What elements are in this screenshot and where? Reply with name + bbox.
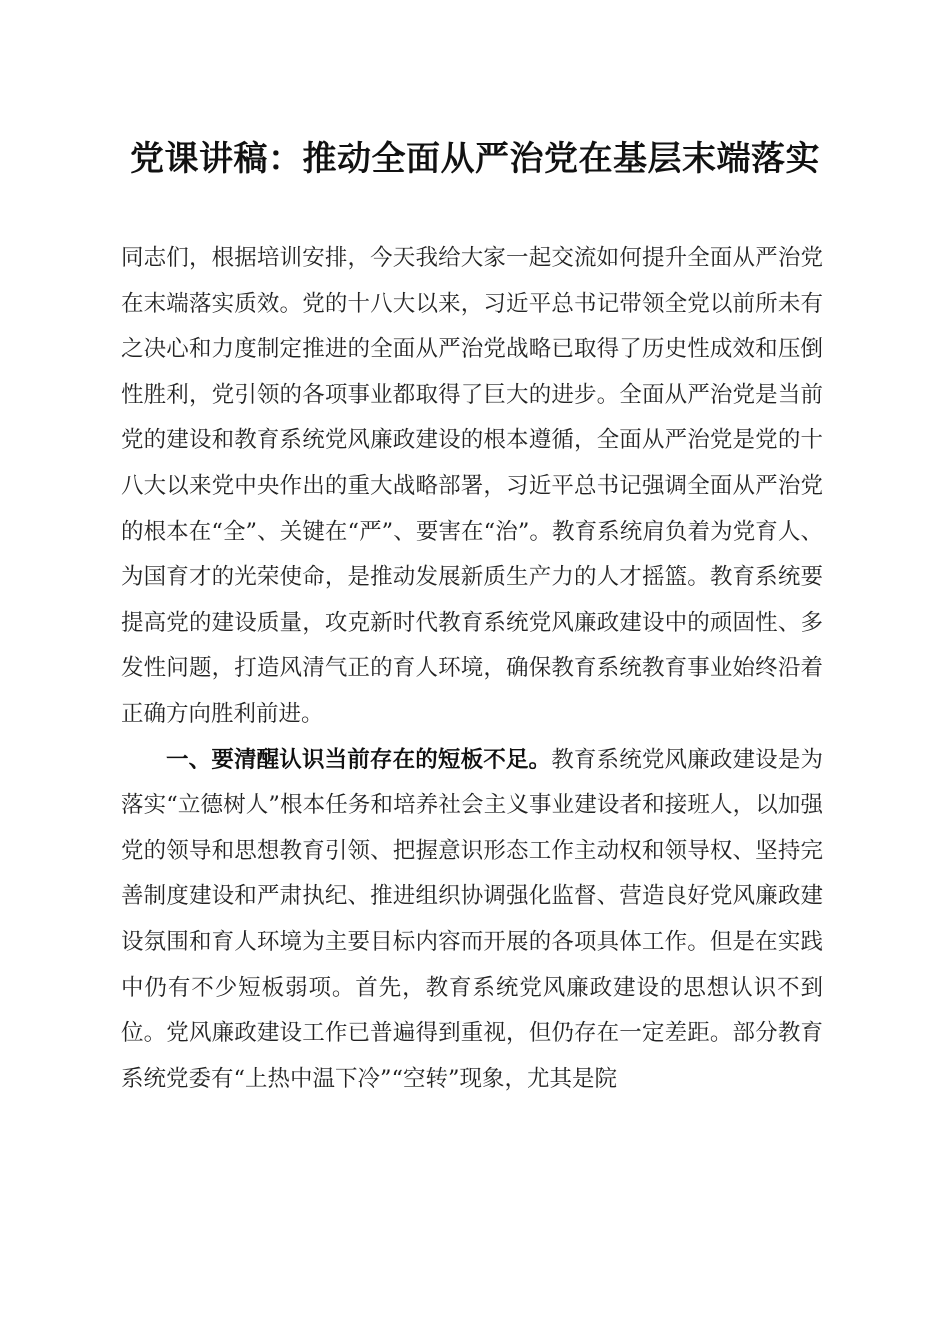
- paragraph-text: 同志们，根据培训安排，今天我给大家一起交流如何提升全面从严治党在末端落实质效。党的十八大以来，习近平总书记带领全党以前所未有之决心和力度制定推进的全面从严治党战略已取得了历史性成效和压倒性胜利，党引领的各项事业都取得了巨大的进步。全面从严治党是当前党的建设和教育系统党风廉政建设的根本遵循，全面从严治党是党的十八大以来党中央作出的重大战略部署，习近平总书记强调全面从严治党的根本在“全”、关键在“严”、要害在“治”。教育系统肩负着为党育人、为国育才的光荣使命，是推动发展新质生产力的人才摇篮。教育系统要提高党的建设质量，攻克新时代教育系统党风廉政建设中的顽固性、多发性问题，打造风清气正的育人环境，确保教育系统教育事业始终沿着正确方向胜利前进。: [121, 245, 823, 727]
- paragraph-text: 教育系统党风廉政建设是为落实“立德树人”根本任务和培养社会主义事业建设者和接班人，以加强党的领导和思想教育引领、把握意识形态工作主动权和领导权、坚持完善制度建设和严肃执纪、推进组织协调强化监督、营造良好党风廉政建设氛围和育人环境为主要目标内容而开展的各项具体工作。但是在实践中仍有不少短板弱项。首先，教育系统党风廉政建设的思想认识不到位。党风廉政建设工作已普遍得到重视，但仍存在一定差距。部分教育系统党委有“上热中温下冷”“空转”现象，尤其是院: [121, 746, 823, 1092]
- section-heading: 一、要清醒认识当前存在的短板不足。: [166, 746, 552, 773]
- document-title: 党课讲稿：推动全面从严治党在基层末端落实: [130, 139, 820, 179]
- document-body: [121, 236, 823, 1102]
- paragraph-intro: [121, 236, 823, 738]
- paragraph-section-one: [121, 738, 823, 1103]
